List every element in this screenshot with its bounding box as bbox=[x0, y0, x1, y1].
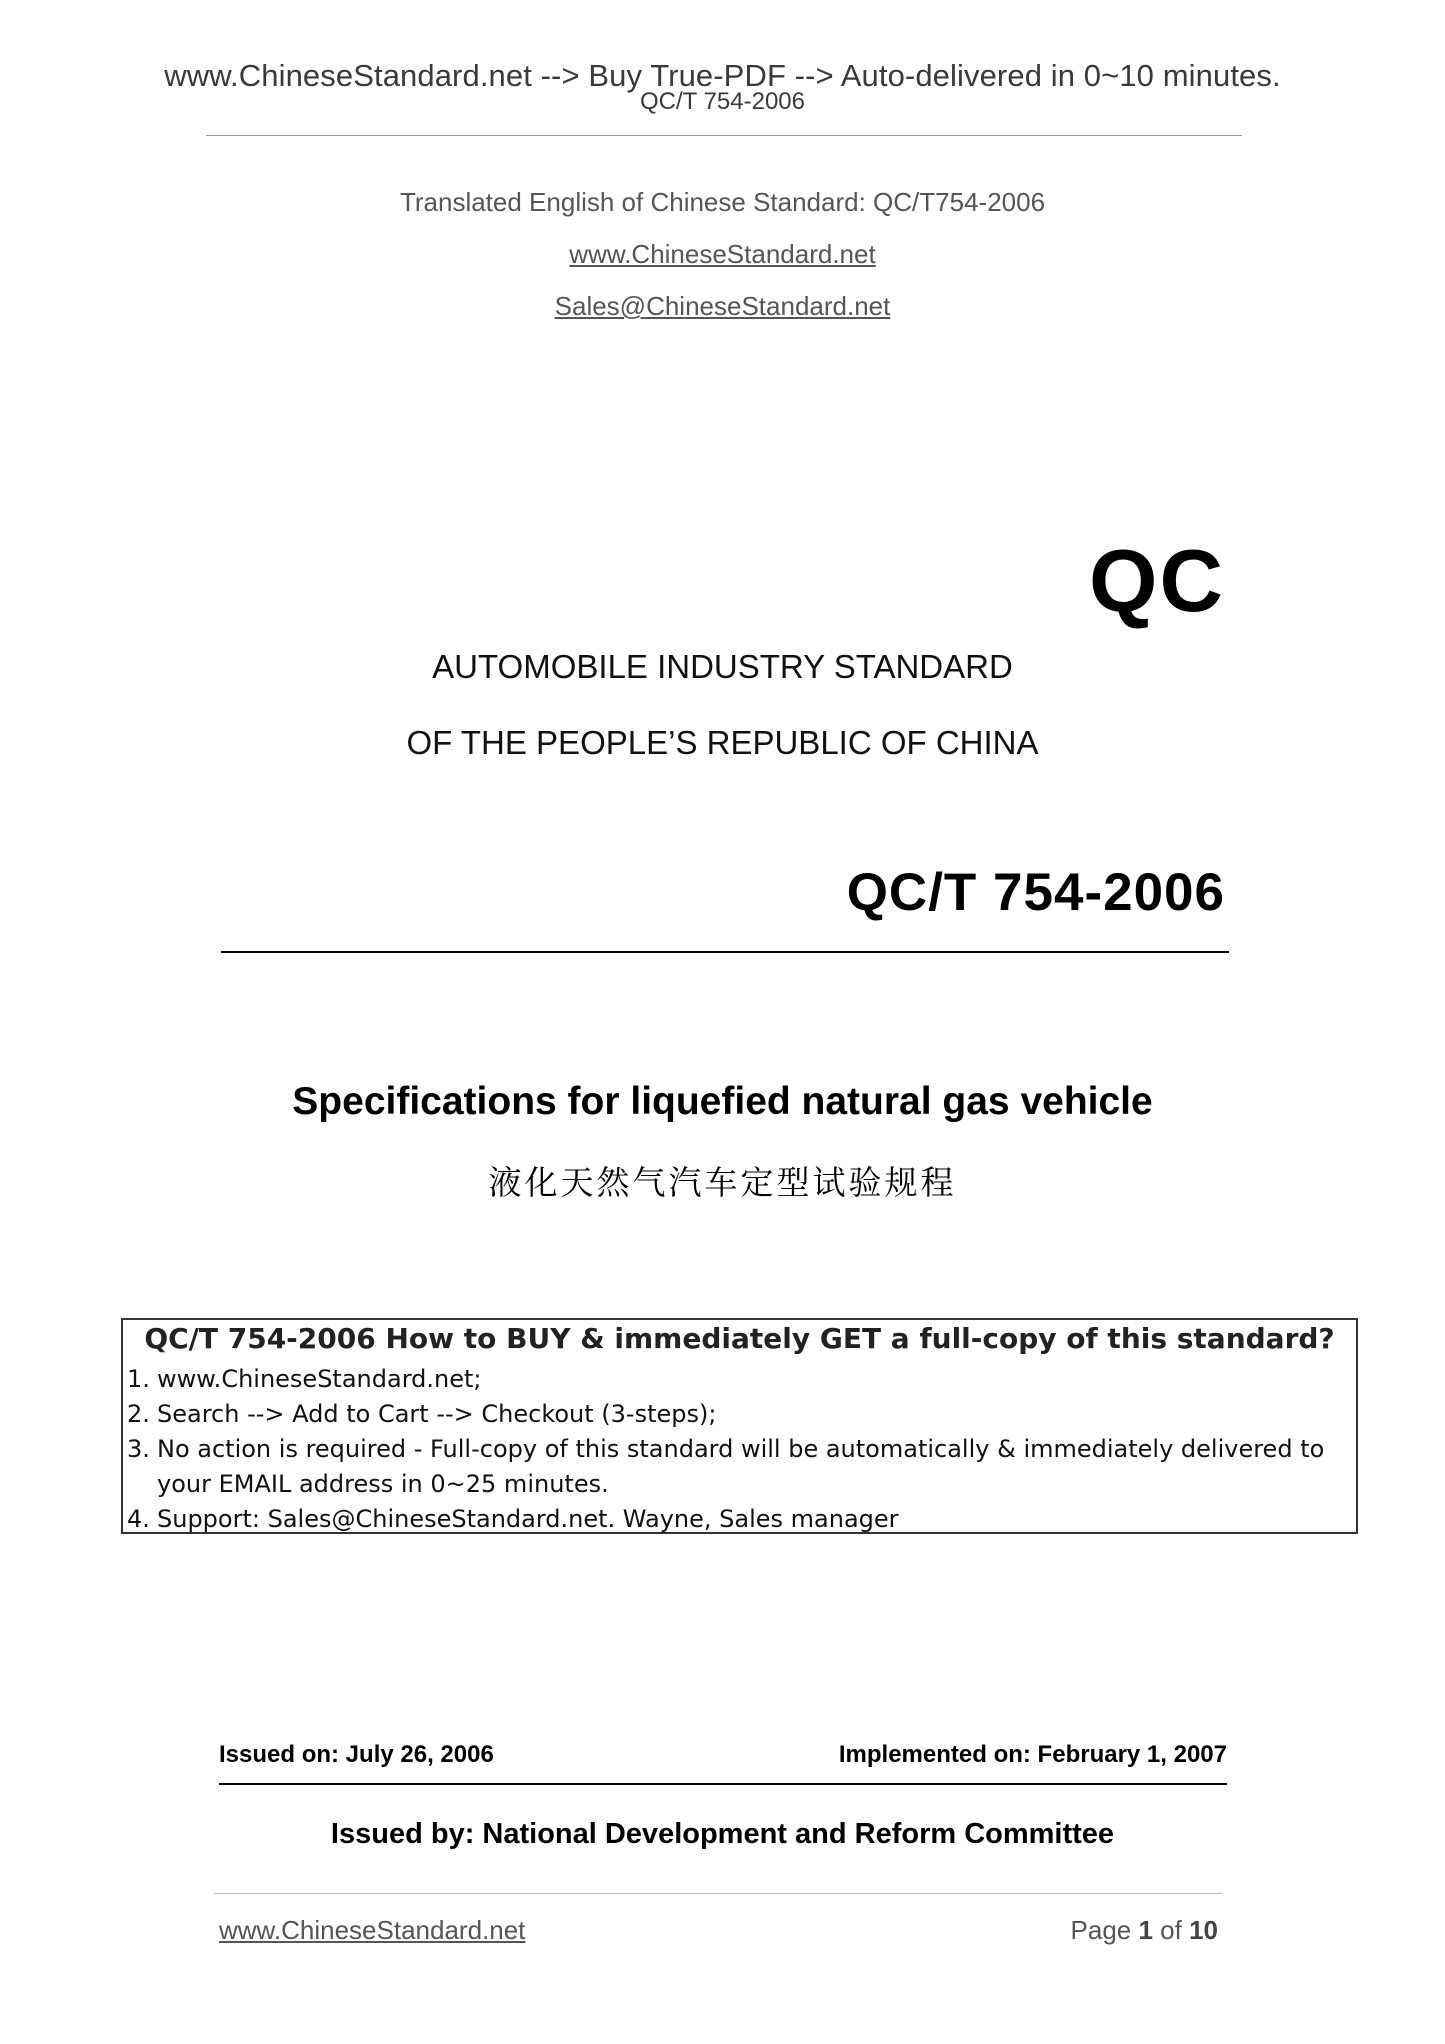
title-english: Specifications for liquefied natural gas vehicle bbox=[292, 1080, 1153, 1123]
step-number: 1. bbox=[127, 1365, 150, 1393]
standard-number: QC/T 754-2006 bbox=[846, 863, 1225, 922]
page-indicator bbox=[1071, 1915, 1218, 1946]
header-divider bbox=[206, 135, 1242, 136]
page-total: 10 bbox=[1189, 1915, 1218, 1945]
step-number: 4. bbox=[127, 1505, 150, 1533]
buy-step bbox=[127, 1435, 1324, 1463]
implemented-on-date: Implemented on: February 1, 2007 bbox=[838, 1741, 1227, 1768]
step-number: 2. bbox=[127, 1400, 150, 1428]
buy-step bbox=[127, 1365, 481, 1393]
dates-divider bbox=[219, 1783, 1227, 1785]
website-link-row bbox=[0, 239, 1445, 270]
buy-step bbox=[127, 1400, 716, 1428]
step-text: Search --> Add to Cart --> Checkout (3-steps); bbox=[157, 1400, 717, 1428]
standard-divider bbox=[221, 951, 1229, 953]
website-link[interactable]: www.ChineseStandard.net bbox=[569, 239, 876, 269]
page-current: 1 bbox=[1138, 1915, 1153, 1945]
footer-divider bbox=[214, 1893, 1222, 1894]
agency-line-2: OF THE PEOPLE’S REPUBLIC OF CHINA bbox=[406, 724, 1039, 761]
email-link[interactable]: Sales@ChineseStandard.net bbox=[554, 291, 891, 321]
step-text: Support: Sales@ChineseStandard.net. Wayne, Sales manager bbox=[157, 1505, 899, 1533]
promo-banner: www.ChineseStandard.net --> Buy True-PDF --> Auto-delivered in 0~10 minutes. bbox=[164, 58, 1281, 93]
buy-step bbox=[127, 1470, 609, 1498]
agency-line-1: AUTOMOBILE INDUSTRY STANDARD bbox=[432, 648, 1013, 685]
step-text: No action is required - Full-copy of this standard will be automatically & immediately delivered to bbox=[157, 1435, 1325, 1463]
header-standard-code: QC/T 754-2006 bbox=[640, 88, 805, 115]
step-text: your EMAIL address in 0~25 minutes. bbox=[157, 1470, 609, 1498]
translated-note: Translated English of Chinese Standard: QC/T754-2006 bbox=[399, 187, 1046, 217]
step-text: www.ChineseStandard.net; bbox=[157, 1365, 482, 1393]
buy-step bbox=[127, 1505, 899, 1533]
footer-website-link[interactable]: www.ChineseStandard.net bbox=[219, 1915, 526, 1945]
issued-on-date: Issued on: July 26, 2006 bbox=[219, 1741, 494, 1768]
step-number: 3. bbox=[127, 1435, 150, 1463]
email-link-row bbox=[0, 291, 1445, 322]
page-mid: of bbox=[1152, 1915, 1190, 1945]
buy-instructions-box bbox=[121, 1318, 1358, 1534]
page-prefix: Page bbox=[1070, 1915, 1139, 1945]
qc-logo: QC bbox=[1089, 531, 1225, 630]
buy-heading: QC/T 754-2006 How to BUY & immediately GET a full-copy of this standard? bbox=[144, 1322, 1335, 1355]
issued-by: Issued by: National Development and Reform Committee bbox=[330, 1818, 1115, 1850]
title-chinese: 液化天然气汽车定型试验规程 bbox=[488, 1164, 957, 1201]
